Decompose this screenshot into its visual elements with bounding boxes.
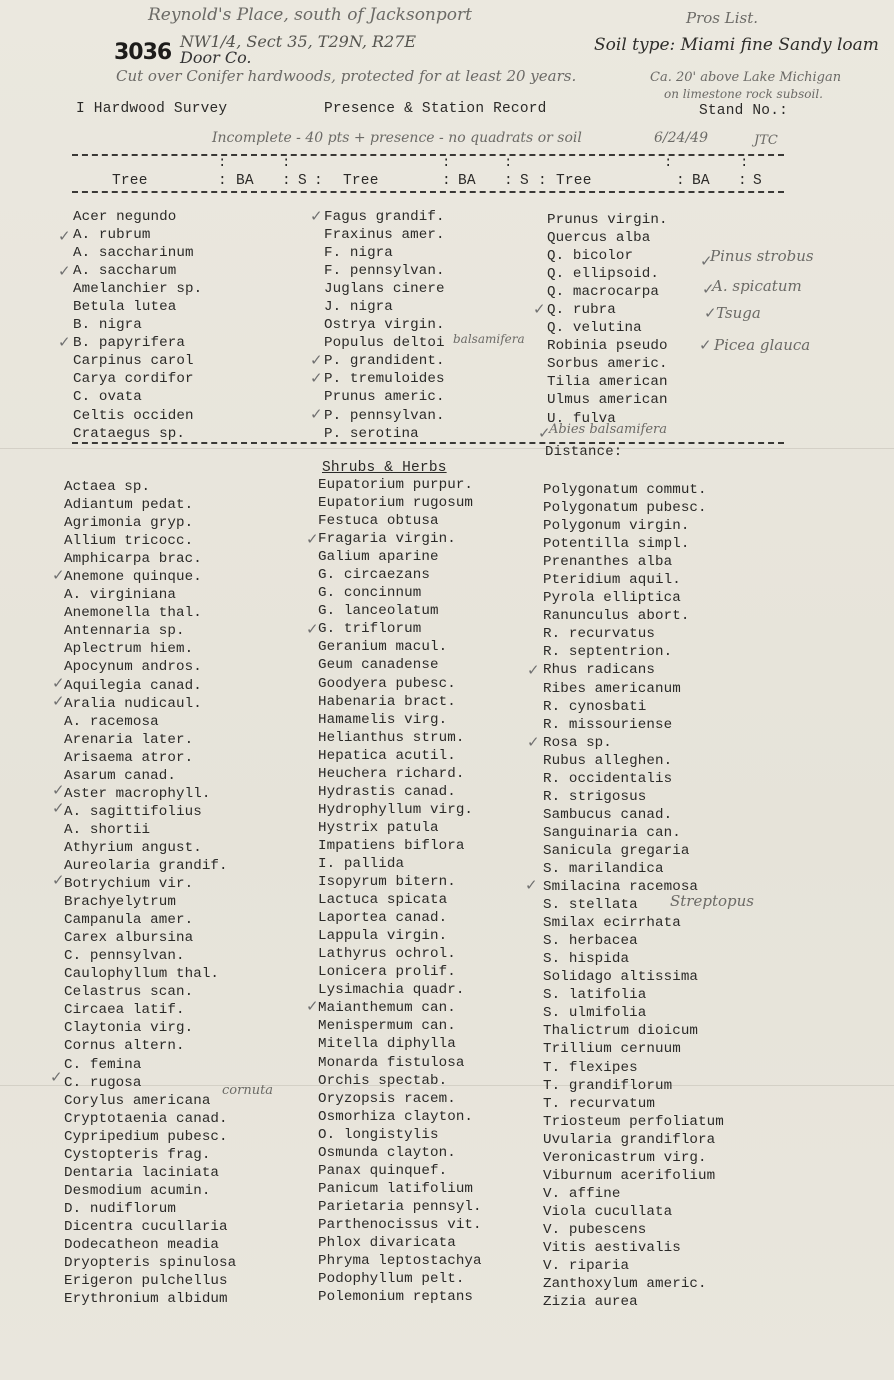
tree-species-item: Quercus alba — [547, 230, 651, 247]
picea-glauca-note: Picea glauca — [714, 336, 811, 354]
herb-species-item: V. pubescens — [543, 1221, 647, 1238]
herb-species-item: Sambucus canad. — [543, 806, 673, 823]
herb-species-item: Smilax ecirrhata — [543, 915, 681, 932]
check-mark-icon: ✓ — [310, 369, 323, 387]
herb-species-item: Phryma leptostachya — [318, 1253, 482, 1270]
herb-species-item: S. marilandica — [543, 860, 664, 877]
herb-species-item: Aquilegia canad. — [64, 677, 202, 694]
tree-species-item: F. nigra — [324, 245, 393, 262]
herb-species-item: R. occidentalis — [543, 770, 673, 787]
tree-list-3 — [547, 211, 668, 428]
herb-species-item: Lappula virgin. — [318, 928, 448, 945]
herb-species-item: R. strigosus — [543, 788, 647, 805]
check-mark-icon: ✓ — [527, 733, 540, 751]
tree-species-item: C. ovata — [73, 389, 142, 406]
tree-species-item: B. papyrifera — [73, 335, 185, 352]
survey-sheet: Reynold's Place, south of Jacksonport 3036 NW1/4, Sect 35, T29N, R27E Door Co. Cut over Conifer hardwoods, protected for at least 20 years. Pros List. Soil type: Miami fine Sandy loam Ca. 20' above Lake Michigan on limestone rock subsoil. Incomplete - 40 pts + presence - no quadrats or soil 6/24/49 JTC I Hardwood Survey Presence & Station Record Stand No.: : : : : : : Tree : BA : S : Tree : BA : S : Tree : BA : S Acer negundo A. rubrum A. saccharinum A. saccharum Amelanchier sp. Betula lutea B. nigra B. papyrifera Carpinus carol Carya cordifor C. ovata Celtis occiden Crataegus sp. Fagus grandif. Fraxinus amer. F. nigra F. pennsylvan. Juglans cinere J. nigra Ostrya virgin. Populus deltoi P. grandident. P. tremuloides Prunus americ. P. pennsylvan. P. serotina Prunus virgin. Quercus alba Q. bicolor Q. ellipsoid. Q. macrocarpa Q. rubra Q. velutina Robinia pseudo Sorbus americ. Tilia american Ulmus american U. fulva Distance: Shrubs & Herbs Actaea sp. Adiantum pedat. Agrimonia gryp. Allium tricocc. Amphicarpa brac. Anemone quinque. A. virginiana Anemonella thal. Antennaria sp. Aplectrum hiem. Apocynum andros. Aquilegia canad. Aralia nudicaul. A. racemosa Arenaria later. Arisaema atror. Asarum canad. Aster macrophyll. A. sagittifolius A. shortii Athyrium angust. Aureolaria grandif. Botrychium vir. Brachyelytrum Campanula amer. Carex albursina C. pennsylvan. Caulophyllum thal. Celastrus scan. Circaea latif. Claytonia virg. Cornus altern. C. femina C. rugosa Corylus americana Cryptotaenia canad. Cypripedium pubesc. Cystopteris frag. Dentaria laciniata Desmodium acumin. D. nudiflorum Dicentra cucullaria Dodecatheon meadia Dryopteris spinulosa Erigeron pulchellus Erythronium albidum Eupatorium purpur. Eupatorium rugosum Festuca obtusa Fragaria virgin. Galium aparine G. circaezans G. concinnum G. lanceolatum G. triflorum Geranium macul. Geum canadense Goodyera pubesc. Habenaria bract. Hamamelis virg. Helianthus strum. Hepatica acutil. Heuchera richard. Hydrastis canad. Hydrophyllum virg. Hystrix patula Impatiens biflora I. pallida Isopyrum bitern. Lactuca spicata Laportea canad. Lappula virgin. Lathyrus ochrol. Lonicera prolif. Lysimachia quadr. Maianthemum can. Menispermum can. Mitella diphylla Monarda fistulosa Orchis spectab. Oryzopsis racem. Osmorhiza clayton. O. longistylis Osmunda clayton. Panax quinquef. Panicum latifolium Parietaria pennsyl. Parthenocissus vit. Phlox divaricata Phryma leptostachya Podophyllum pelt. Polemonium reptans Polygonatum commut. Polygonatum pubesc. Polygonum virgin. Potentilla simpl. Prenanthes alba Pteridium aquil. Pyrola elliptica Ranunculus abort. R. recurvatus R. septentrion. Rhus radicans Ribes americanum R. cynosbati R. missouriense Rosa sp. Rubus alleghen. R. occidentalis R. strigosus Sambucus canad. Sanguinaria can. Sanicula gregaria S. marilandica Smilacina racemosa S. stellata Smilax ecirrhata S. herbacea S. hispida Solidago altissima S. latifolia S. ulmifolia Thalictrum dioicum Trillium cernuum T. flexipes T. grandiflorum T. recurvatum Triosteum perfoliatum Uvularia grandiflora Veronicastrum virg. Viburnum acerifolium V. affine Viola cucullata V. pubescens Vitis aestivalis V. riparia Zanthoxylum americ. Zizia aurea balsamifera Pinus strobus A. spicatum Tsuga Picea glauca Abies balsamifera cornuta Streptopus ✓ ✓ ✓ ✓ ✓ ✓ ✓ ✓ ✓ ✓ ✓ ✓ ✓ ✓ ✓ ✓ ✓ ✓ ✓ ✓ ✓ ✓ ✓ ✓ ✓ ✓ — [0, 0, 894, 1380]
tree-species-item: Celtis occiden — [73, 407, 194, 424]
herb-species-item: Actaea sp. — [64, 479, 151, 495]
herb-species-item: Erigeron pulchellus — [64, 1273, 228, 1290]
herb-species-item: Panax quinquef. — [318, 1162, 448, 1179]
tree-species-item: A. saccharinum — [73, 245, 194, 262]
herb-species-item: S. herbacea — [543, 933, 638, 950]
tsuga-note: Tsuga — [716, 304, 761, 322]
pinus-strobus-note: Pinus strobus — [710, 247, 814, 265]
herb-species-item: T. flexipes — [543, 1059, 638, 1076]
tree-species-item: Q. macrocarpa — [547, 284, 659, 301]
herb-species-item: Menispermum can. — [318, 1018, 456, 1035]
tree-species-item: P. grandident. — [324, 353, 445, 370]
tree-species-item: Prunus americ. — [324, 389, 445, 406]
tree-species-item: Prunus virgin. — [547, 212, 668, 228]
check-mark-icon: ✓ — [704, 304, 717, 322]
tree-species-item: Populus deltoi — [324, 335, 445, 352]
herb-species-item: Lathyrus ochrol. — [318, 946, 456, 963]
tree-species-item: A. rubrum — [73, 227, 151, 244]
tree-species-item: Amelanchier sp. — [73, 281, 203, 298]
tree-species-item: Carya cordifor — [73, 371, 194, 388]
herb-species-item: Cypripedium pubesc. — [64, 1128, 228, 1145]
herb-species-item: Agrimonia gryp. — [64, 515, 194, 532]
herb-species-item: Lonicera prolif. — [318, 964, 456, 981]
herb-species-item: Eupatorium rugosum — [318, 495, 474, 512]
herb-species-item: G. concinnum — [318, 585, 422, 602]
date-note: 6/24/49 — [654, 130, 708, 146]
herb-species-item: Polygonatum pubesc. — [543, 500, 707, 517]
check-mark-icon: ✓ — [533, 300, 546, 318]
herb-species-item: Antennaria sp. — [64, 623, 185, 640]
herb-species-item: Oryzopsis racem. — [318, 1090, 456, 1107]
check-mark-icon: ✓ — [52, 674, 65, 692]
herb-species-item: Adiantum pedat. — [64, 497, 194, 514]
tree-species-item: P. serotina — [324, 425, 419, 442]
herb-species-item: Corylus americana — [64, 1092, 211, 1109]
ba-col-header: BA — [692, 173, 710, 189]
tree-species-item: Ulmus american — [547, 392, 668, 409]
elevation-note: Ca. 20' above Lake Michigan — [650, 70, 842, 85]
herb-species-item: I. pallida — [318, 855, 405, 872]
herb-list-2 — [318, 476, 482, 1306]
herb-species-item: Smilacina racemosa — [543, 879, 699, 896]
herb-species-item: Maianthemum can. — [318, 1000, 456, 1017]
streptopus-note: Streptopus — [670, 892, 754, 910]
check-mark-icon: ✓ — [306, 997, 319, 1015]
check-mark-icon: ✓ — [52, 566, 65, 584]
check-mark-icon: ✓ — [310, 351, 323, 369]
herb-species-item: R. septentrion. — [543, 644, 673, 661]
tree-species-item: Fraxinus amer. — [324, 227, 445, 244]
stand-number: 3036 — [114, 40, 172, 65]
herb-species-item: Celastrus scan. — [64, 984, 194, 1001]
location-note: Reynold's Place, south of Jacksonport — [148, 5, 472, 25]
tree-col-header: Tree — [556, 173, 592, 189]
header-rule-top — [72, 154, 784, 156]
check-mark-icon: ✓ — [58, 262, 71, 280]
check-mark-icon: ✓ — [700, 252, 713, 270]
header-rule-bottom — [72, 191, 784, 193]
herb-species-item: Pteridium aquil. — [543, 572, 681, 589]
tree-species-item: Q. bicolor — [547, 248, 634, 265]
check-mark-icon: ✓ — [538, 424, 551, 442]
tree-list-1 — [73, 208, 202, 443]
herb-species-item: Helianthus strum. — [318, 729, 465, 746]
check-mark-icon: ✓ — [310, 207, 323, 225]
herb-species-item: Rhus radicans — [543, 662, 655, 679]
tree-species-item: F. pennsylvan. — [324, 263, 445, 280]
abies-note: Abies balsamifera — [549, 422, 667, 437]
herb-species-item: Dentaria laciniata — [64, 1164, 220, 1181]
herb-species-item: Osmunda clayton. — [318, 1144, 456, 1161]
record-title: Presence & Station Record — [324, 101, 547, 117]
herb-species-item: Phlox divaricata — [318, 1234, 456, 1251]
herb-species-item: Rubus alleghen. — [543, 752, 673, 769]
tree-list-2 — [324, 208, 445, 443]
county-note: Door Co. — [180, 48, 252, 67]
herb-species-item: Aplectrum hiem. — [64, 641, 194, 658]
herb-species-item: Sanicula gregaria — [543, 842, 690, 859]
herb-species-item: R. cynosbati — [543, 698, 647, 715]
herb-species-item: Geranium macul. — [318, 639, 448, 656]
check-mark-icon: ✓ — [527, 661, 540, 679]
legal-description: NW1/4, Sect 35, T29N, R27E — [180, 32, 417, 51]
check-mark-icon: ✓ — [52, 781, 65, 799]
s-col-header: S — [298, 173, 307, 189]
incomplete-note: Incomplete - 40 pts + presence - no quadrats or soil — [212, 130, 582, 146]
herb-species-item: Ribes americanum — [543, 680, 681, 697]
herb-species-item: G. triflorum — [318, 621, 422, 638]
herb-species-item: Polygonatum commut. — [543, 482, 707, 498]
herb-species-item: Laportea canad. — [318, 910, 448, 927]
check-mark-icon: ✓ — [50, 1068, 63, 1086]
tree-species-item: Q. velutina — [547, 320, 642, 337]
herb-species-item: C. pennsylvan. — [64, 948, 185, 965]
check-mark-icon: ✓ — [699, 336, 712, 354]
herb-species-item: S. latifolia — [543, 987, 647, 1004]
herb-species-item: Hystrix patula — [318, 819, 439, 836]
herb-species-item: Osmorhiza clayton. — [318, 1108, 474, 1125]
ba-col-header: BA — [236, 173, 254, 189]
herb-species-item: Galium aparine — [318, 549, 439, 566]
check-mark-icon: ✓ — [52, 692, 65, 710]
check-mark-icon: ✓ — [52, 871, 65, 889]
herb-species-item: Allium tricocc. — [64, 533, 194, 550]
herb-species-item: V. affine — [543, 1185, 621, 1202]
herb-species-item: R. missouriense — [543, 716, 673, 733]
tree-col-header: Tree — [343, 173, 379, 189]
herb-species-item: Rosa sp. — [543, 734, 612, 751]
check-mark-icon: ✓ — [58, 333, 71, 351]
herb-species-item: Prenanthes alba — [543, 554, 673, 571]
survey-title: I Hardwood Survey — [76, 101, 228, 117]
herb-species-item: Impatiens biflora — [318, 837, 465, 854]
herb-species-item: T. grandiflorum — [543, 1077, 673, 1094]
tree-species-item: Ostrya virgin. — [324, 317, 445, 334]
herb-species-item: Isopyrum bitern. — [318, 874, 456, 891]
herb-species-item: Solidago altissima — [543, 969, 699, 986]
soil-type-note: Soil type: Miami fine Sandy loam — [594, 35, 879, 55]
check-mark-icon: ✓ — [525, 876, 538, 894]
herb-species-item: T. recurvatum — [543, 1095, 655, 1112]
herb-species-item: A. shortii — [64, 821, 151, 838]
tree-species-item: Q. rubra — [547, 302, 616, 319]
herb-species-item: Hepatica acutil. — [318, 747, 456, 764]
herb-species-item: Brachyelytrum — [64, 894, 176, 911]
tree-species-item: U. fulva — [547, 410, 616, 427]
check-mark-icon: ✓ — [310, 405, 323, 423]
tree-species-item: A. saccharum — [73, 263, 177, 280]
herb-species-item: Dodecatheon meadia — [64, 1236, 220, 1253]
herb-species-item: Circaea latif. — [64, 1002, 185, 1019]
herb-species-item: Zanthoxylum americ. — [543, 1276, 707, 1293]
herb-species-item: Claytonia virg. — [64, 1020, 194, 1037]
herb-species-item: Polygonum virgin. — [543, 518, 690, 535]
history-note: Cut over Conifer hardwoods, protected for at least 20 years. — [116, 67, 577, 85]
herb-species-item: A. sagittifolius — [64, 803, 202, 820]
herb-species-item: A. racemosa — [64, 713, 159, 730]
check-mark-icon: ✓ — [52, 799, 65, 817]
tree-species-item: Acer negundo — [73, 209, 177, 225]
herb-species-item: Pyrola elliptica — [543, 590, 681, 607]
herb-species-item: Polemonium reptans — [318, 1289, 474, 1306]
s-col-header: S — [520, 173, 529, 189]
cornuta-note: cornuta — [222, 1083, 274, 1098]
herb-species-item: Aster macrophyll. — [64, 785, 211, 802]
herb-species-item: Lysimachia quadr. — [318, 982, 465, 999]
acer-spicatum-note: A. spicatum — [712, 277, 802, 295]
herb-species-item: Anemonella thal. — [64, 605, 202, 622]
herb-species-item: Aureolaria grandif. — [64, 857, 228, 874]
herb-species-item: Botrychium vir. — [64, 876, 194, 893]
herb-species-item: S. hispida — [543, 951, 630, 968]
herb-species-item: Campanula amer. — [64, 912, 194, 929]
pros-list-note: Pros List. — [686, 9, 759, 27]
tree-species-item: J. nigra — [324, 299, 393, 316]
herb-species-item: Erythronium albidum — [64, 1291, 228, 1308]
initials-note: JTC — [754, 133, 778, 148]
herb-species-item: Orchis spectab. — [318, 1072, 448, 1089]
herb-species-item: Carex albursina — [64, 930, 194, 947]
tree-col-header: Tree — [112, 173, 148, 189]
herb-species-item: Festuca obtusa — [318, 513, 439, 530]
tree-species-item: Tilia american — [547, 374, 668, 391]
paper-fold — [0, 448, 894, 449]
tree-species-item: Fagus grandif. — [324, 209, 445, 225]
herb-species-item: A. virginiana — [64, 587, 176, 604]
herb-species-item: Dicentra cucullaria — [64, 1218, 228, 1235]
herb-species-item: Desmodium acumin. — [64, 1182, 211, 1199]
herb-species-item: G. circaezans — [318, 567, 430, 584]
ba-col-header: BA — [458, 173, 476, 189]
herb-species-item: Podophyllum pelt. — [318, 1271, 465, 1288]
herb-species-item: Uvularia grandiflora — [543, 1131, 716, 1148]
balsamifera-note: balsamifera — [453, 332, 525, 346]
herb-species-item: Viburnum acerifolium — [543, 1167, 716, 1184]
tree-species-item: Juglans cinere — [324, 281, 445, 298]
herb-species-item: C. femina — [64, 1056, 142, 1073]
herb-species-item: Caulophyllum thal. — [64, 966, 220, 983]
herb-species-item: Apocynum andros. — [64, 659, 202, 676]
s-col-header: S — [753, 173, 762, 189]
herb-species-item: Parietaria pennsyl. — [318, 1198, 482, 1215]
herb-species-item: Habenaria bract. — [318, 693, 456, 710]
herb-species-item: R. recurvatus — [543, 626, 655, 643]
herb-species-item: Hydrophyllum virg. — [318, 801, 474, 818]
herb-species-item: Arenaria later. — [64, 731, 194, 748]
check-mark-icon: ✓ — [58, 227, 71, 245]
tree-species-item: B. nigra — [73, 317, 142, 334]
herb-species-item: Panicum latifolium — [318, 1180, 474, 1197]
tree-species-item: Robinia pseudo — [547, 338, 668, 355]
tree-species-item: Betula lutea — [73, 299, 177, 316]
check-mark-icon: ✓ — [306, 530, 319, 548]
herb-species-item: Ranunculus abort. — [543, 608, 690, 625]
trees-end-rule — [72, 442, 784, 444]
herb-species-item: O. longistylis — [318, 1126, 439, 1143]
herb-species-item: Hydrastis canad. — [318, 783, 456, 800]
herb-species-item: Heuchera richard. — [318, 765, 465, 782]
tree-species-item: Sorbus americ. — [547, 356, 668, 373]
herb-species-item: S. ulmifolia — [543, 1005, 647, 1022]
tree-species-item: P. tremuloides — [324, 371, 445, 388]
check-mark-icon: ✓ — [306, 620, 319, 638]
herb-species-item: G. lanceolatum — [318, 603, 439, 620]
tree-species-item: P. pennsylvan. — [324, 407, 445, 424]
herb-species-item: Vitis aestivalis — [543, 1239, 681, 1256]
herb-species-item: Cornus altern. — [64, 1038, 185, 1055]
herb-species-item: Monarda fistulosa — [318, 1054, 465, 1071]
herb-species-item: V. riparia — [543, 1258, 630, 1275]
herb-species-item: Trillium cernuum — [543, 1041, 681, 1058]
herb-species-item: Cystopteris frag. — [64, 1146, 211, 1163]
herb-species-item: Arisaema atror. — [64, 749, 194, 766]
herb-species-item: Lactuca spicata — [318, 892, 448, 909]
tree-species-item: Carpinus carol — [73, 353, 194, 370]
herb-species-item: Aralia nudicaul. — [64, 695, 202, 712]
tree-species-item: Crataegus sp. — [73, 425, 185, 442]
distance-label: Distance: — [545, 444, 623, 460]
herb-species-item: C. rugosa — [64, 1074, 142, 1091]
herb-species-item: Geum canadense — [318, 657, 439, 674]
herb-species-item: Mitella diphylla — [318, 1036, 456, 1053]
herb-species-item: Viola cucullata — [543, 1203, 673, 1220]
herb-species-item: Thalictrum dioicum — [543, 1023, 699, 1040]
subsoil-note: on limestone rock subsoil. — [664, 87, 823, 101]
herb-species-item: S. stellata — [543, 897, 638, 914]
check-mark-icon: ✓ — [702, 280, 715, 298]
herb-species-item: Cryptotaenia canad. — [64, 1110, 228, 1127]
herb-species-item: Zizia aurea — [543, 1294, 638, 1311]
herb-species-item: Parthenocissus vit. — [318, 1216, 482, 1233]
herb-species-item: Asarum canad. — [64, 767, 176, 784]
herb-species-item: Hamamelis virg. — [318, 711, 448, 728]
herb-species-item: Fragaria virgin. — [318, 531, 456, 548]
tree-species-item: Q. ellipsoid. — [547, 266, 659, 283]
herb-species-item: Athyrium angust. — [64, 839, 202, 856]
herb-species-item: D. nudiflorum — [64, 1200, 176, 1217]
herb-species-item: Dryopteris spinulosa — [64, 1255, 237, 1272]
herb-species-item: Amphicarpa brac. — [64, 551, 202, 568]
herb-species-item: Triosteum perfoliatum — [543, 1113, 724, 1130]
herb-species-item: Veronicastrum virg. — [543, 1149, 707, 1166]
stand-no-label: Stand No.: — [699, 103, 789, 119]
herb-species-item: Sanguinaria can. — [543, 824, 681, 841]
herb-species-item: Goodyera pubesc. — [318, 675, 456, 692]
herb-species-item: Anemone quinque. — [64, 569, 202, 586]
herb-species-item: Potentilla simpl. — [543, 536, 690, 553]
herb-species-item: Eupatorium purpur. — [318, 477, 474, 493]
shrubs-herbs-heading: Shrubs & Herbs — [322, 460, 447, 476]
herb-list-1 — [64, 478, 236, 1308]
